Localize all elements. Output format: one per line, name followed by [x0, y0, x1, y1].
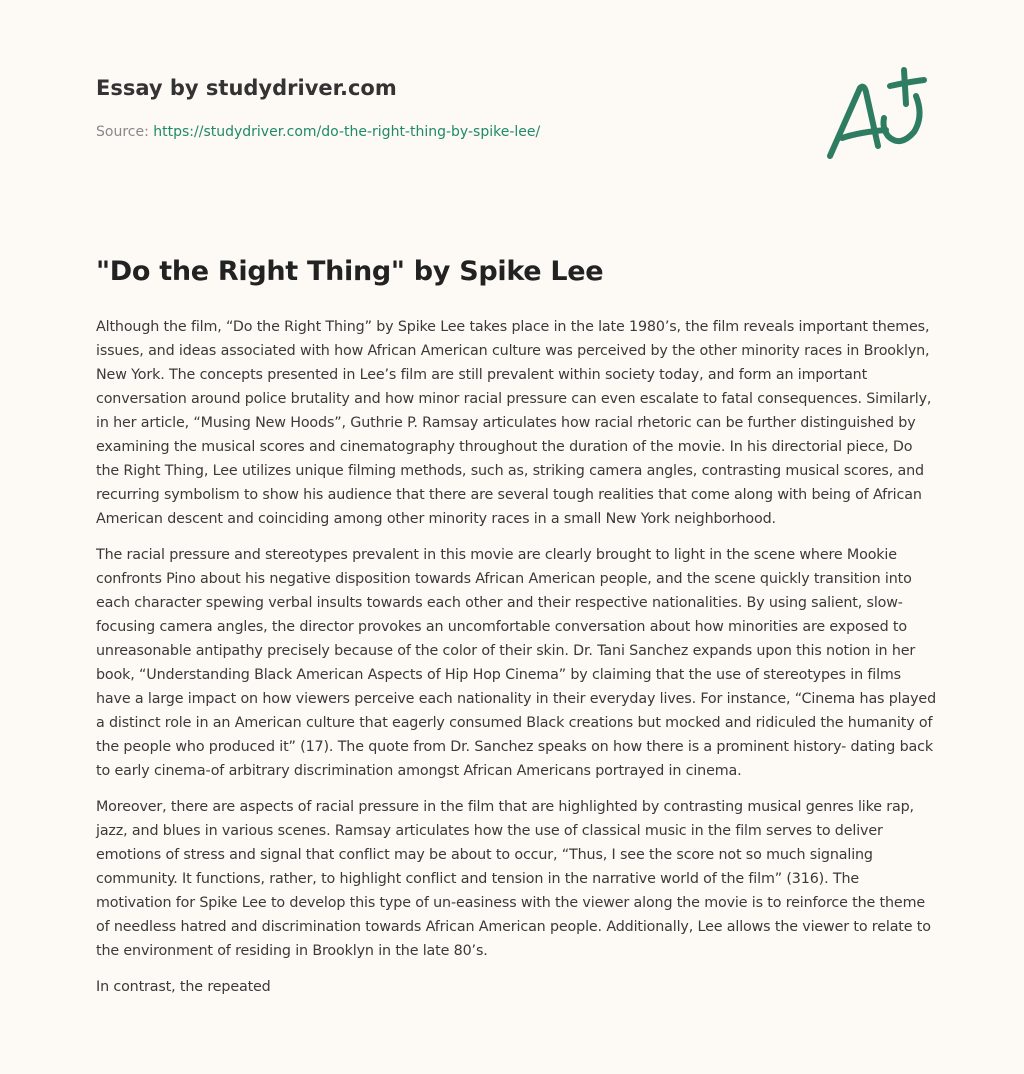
- source-label: Source:: [96, 124, 149, 140]
- a-plus-logo: [820, 66, 930, 166]
- paragraph: Although the film, “Do the Right Thing” by Spike Lee takes place in the late 1980’s, the film reveals important themes, issues, and ideas associated with how African American culture was perceived by the other minority races in Brooklyn, New York. The concepts presented in Lee’s film are still prevalent within society today, and form an important conversation around police brutality and how minor racial pressure can even escalate to fatal consequences. Similarly, in her article, “Musing New Hoods”, Guthrie P. Ramsay articulates how racial rhetoric can be further distinguished by examining the musical scores and cinematography throughout the duration of the movie. In his directorial piece, Do the Right Thing, Lee utilizes unique filming methods, such as, striking camera angles, contrasting musical scores, and recurring symbolism to show his audience that there are several tough realities that come along with being of African American descent and coinciding among other minority races in a small New York neighborhood.: [96, 319, 932, 527]
- essay-body: [96, 315, 936, 1011]
- site-title: Essay by studydriver.com: [96, 76, 397, 100]
- paragraph: Moreover, there are aspects of racial pressure in the film that are highlighted by contrasting musical genres like rap, jazz, and blues in various scenes. Ramsay articulates how the use of classical music in the film serves to deliver emotions of stress and signal that conflict may be about to occur, “Thus, I see the score not so much signaling community. It functions, rather, to highlight conflict and tension in the narrative world of the film” (316). The motivation for Spike Lee to develop this type of un-easiness with the viewer along the movie is to reinforce the theme of needless hatred and discrimination towards African American people. Additionally, Lee allows the viewer to relate to the environment of residing in Brooklyn in the late 80’s.: [96, 799, 931, 959]
- source-line: [96, 124, 540, 140]
- essay-title: "Do the Right Thing" by Spike Lee: [96, 256, 604, 287]
- source-link[interactable]: https://studydriver.com/do-the-right-thing-by-spike-lee/: [153, 124, 541, 140]
- paragraph: In contrast, the repeated: [96, 979, 271, 995]
- paragraph: The racial pressure and stereotypes prevalent in this movie are clearly brought to light in the scene where Mookie confronts Pino about his negative disposition towards African American people, and the scene quickly transition into each character spewing verbal insults towards each other and their respective nationalities. By using salient, slow-focusing camera angles, the director provokes an uncomfortable conversation about how minorities are exposed to unreasonable antipathy precisely because of the color of their skin. Dr. Tani Sanchez expands upon this notion in her book, “Understanding Black American Aspects of Hip Hop Cinema” by claiming that the use of stereotypes in films have a large impact on how viewers perceive each nationality in their everyday lives. For instance, “Cinema has played a distinct role in an American culture that eagerly consumed Black creations but mocked and ridiculed the humanity of the people who produced it” (17). The quote from Dr. Sanchez speaks on how there is a prominent history- dating back to early cinema-of arbitrary discrimination amongst African Americans portrayed in cinema.: [96, 547, 936, 779]
